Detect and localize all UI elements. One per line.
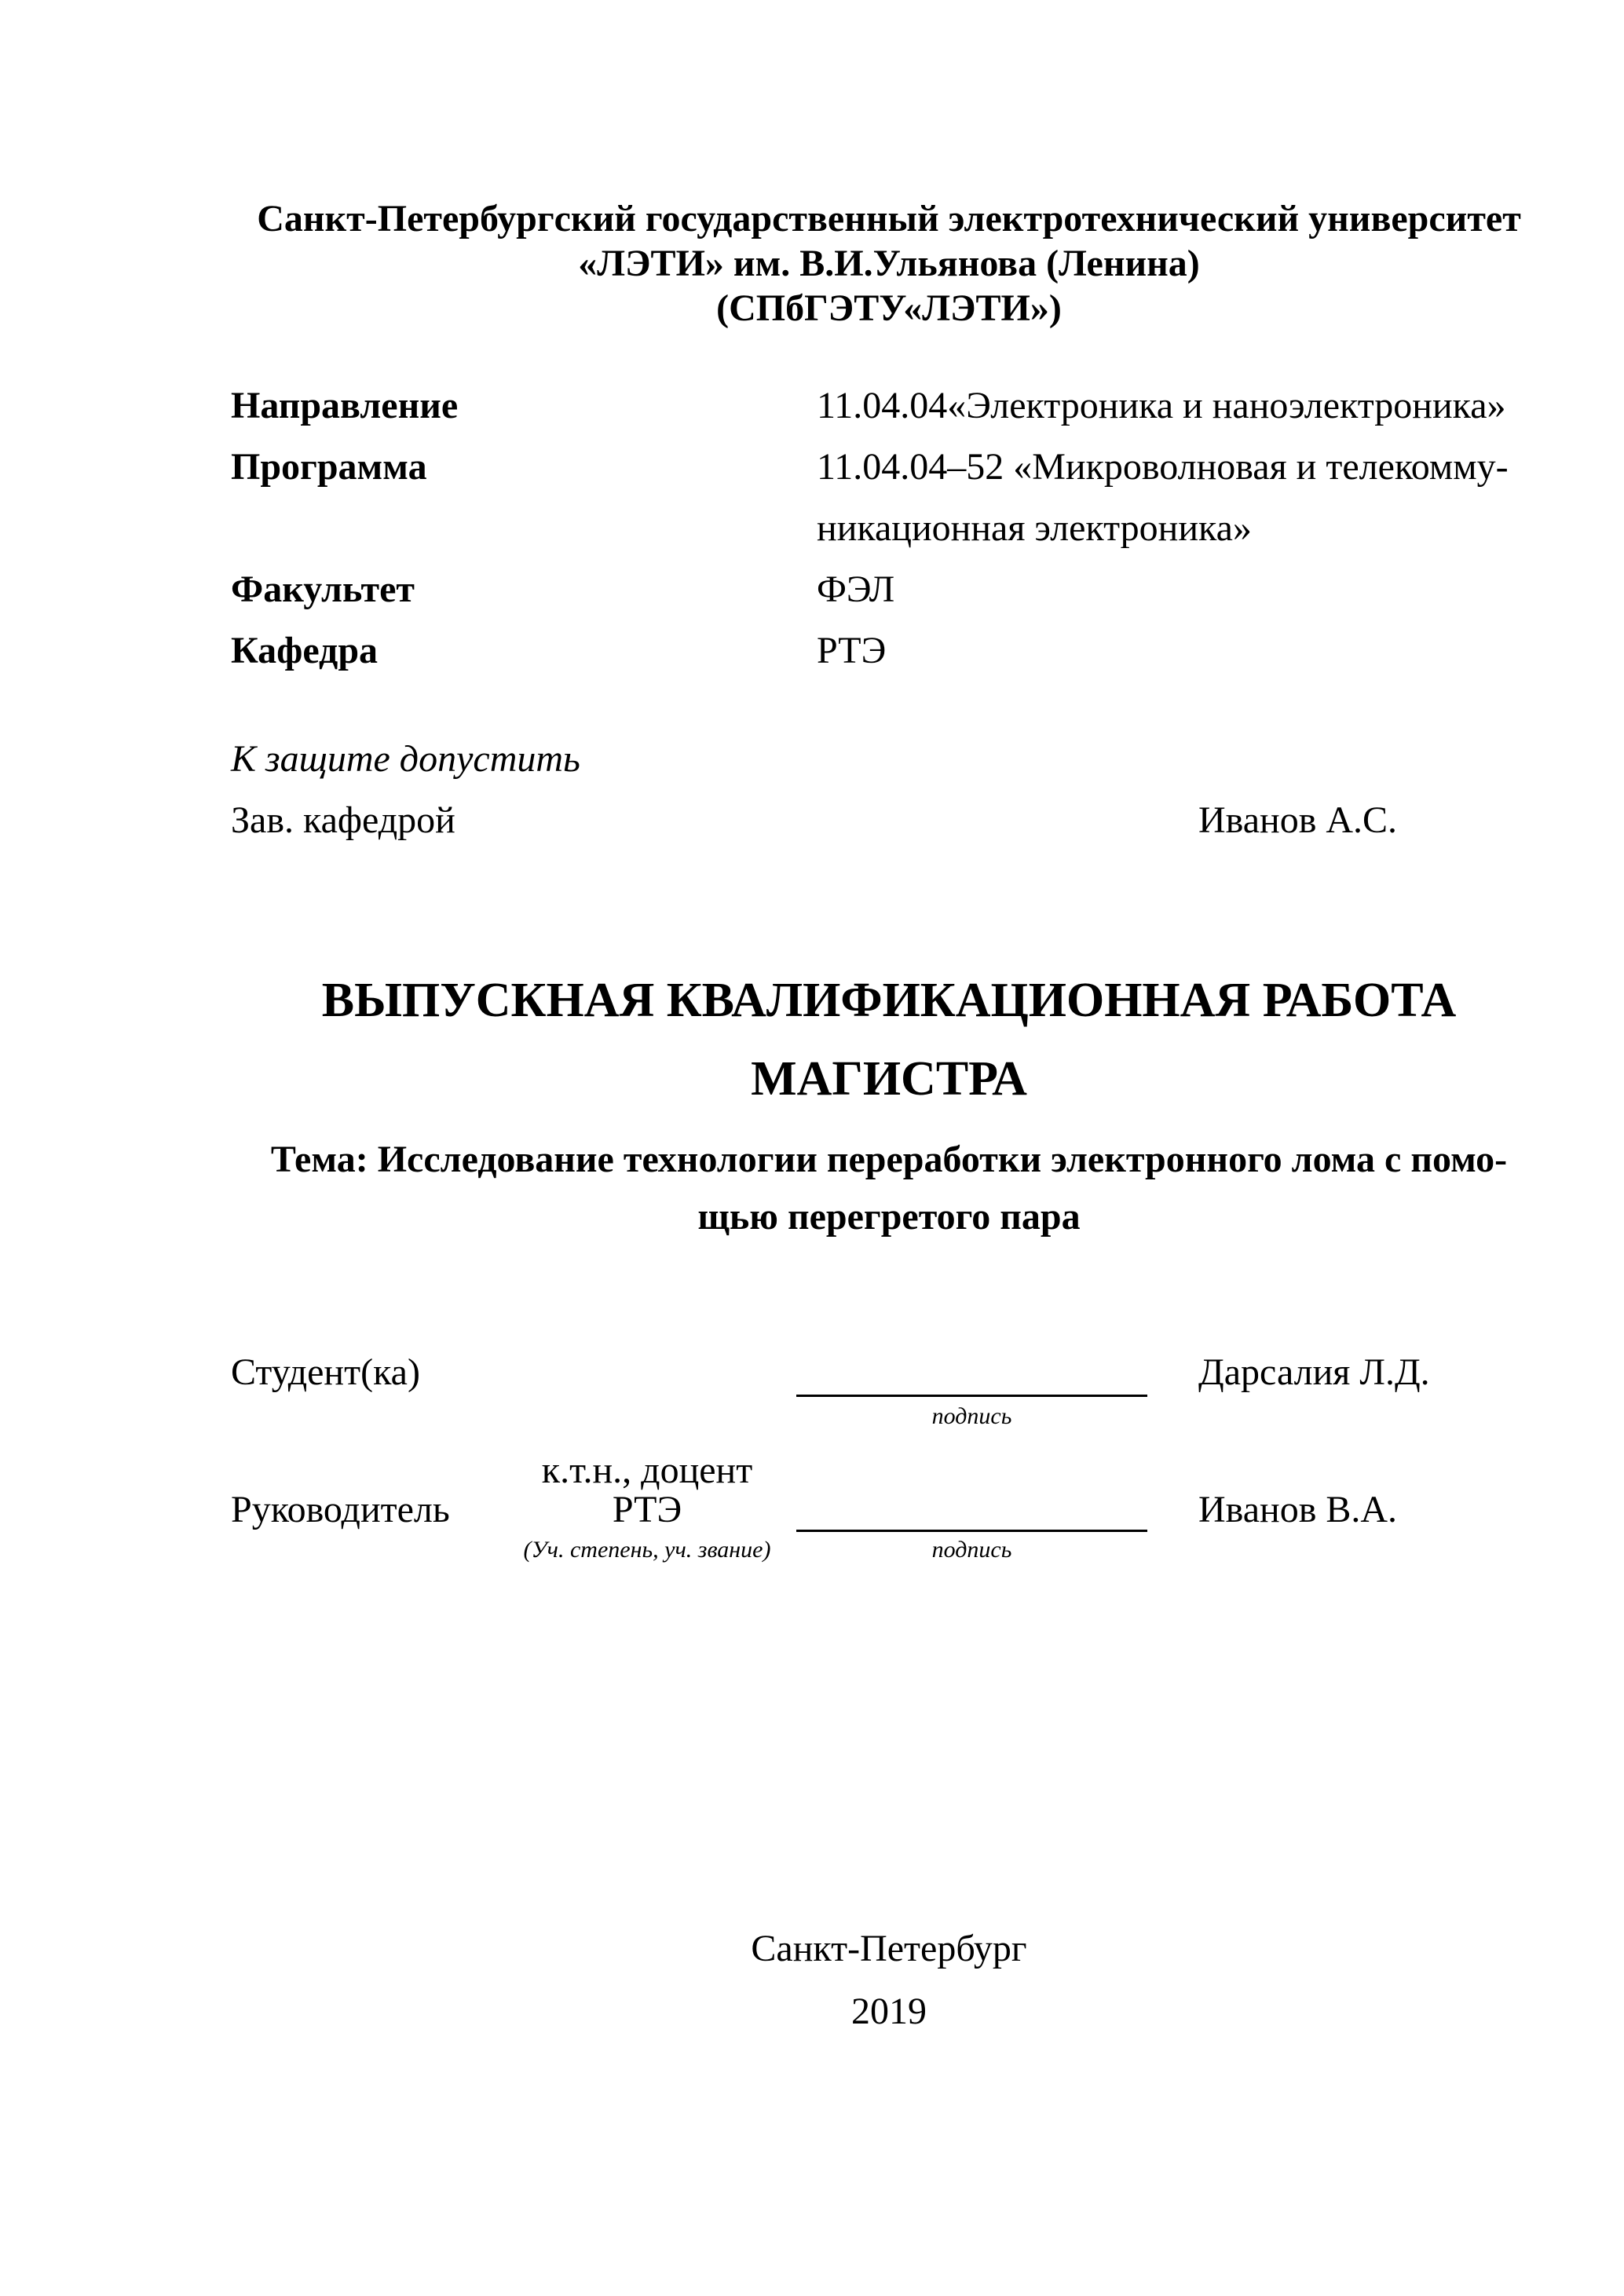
program-value-line2: никационная электроника» xyxy=(817,507,1252,549)
student-signature-row xyxy=(231,1351,1547,1453)
university-header xyxy=(231,196,1547,331)
department-head-name: Иванов А.С. xyxy=(1198,799,1398,841)
footer xyxy=(231,1918,1547,2043)
program-value-line1: 11.04.04–52 «Микроволновая и телекомму- xyxy=(817,446,1509,488)
supervisor-signature-row xyxy=(231,1451,1547,1585)
thesis-topic-line2: щью перегретого пара xyxy=(697,1196,1081,1238)
document-title-line1: ВЫПУСКНАЯ КВАЛИФИКАЦИОННАЯ РАБОТА xyxy=(321,974,1457,1027)
department-label: Кафедра xyxy=(231,630,379,671)
document-title xyxy=(231,961,1547,1118)
program-fields xyxy=(231,375,1547,682)
direction-label: Направление xyxy=(231,385,459,426)
field-row-faculty xyxy=(231,559,1547,620)
admission-block xyxy=(231,729,1547,851)
department-head-label: Зав. кафедрой xyxy=(231,799,455,841)
university-abbreviation: (СПбГЭТУ«ЛЭТИ») xyxy=(716,287,1062,329)
student-signature-caption: подпись xyxy=(931,1403,1012,1429)
faculty-label: Факультет xyxy=(231,569,415,610)
department-value: РТЭ xyxy=(817,630,887,671)
thesis-topic-line1: Тема: Исследование технологии переработки электронного лома с помо- xyxy=(270,1139,1508,1180)
student-label: Студент(ка) xyxy=(231,1351,420,1393)
thesis-topic xyxy=(231,1131,1547,1245)
document-title-line2: МАГИСТРА xyxy=(751,1052,1027,1106)
footer-year: 2019 xyxy=(851,1991,927,2032)
direction-value: 11.04.04«Электроника и наноэлектроника» xyxy=(817,385,1506,426)
supervisor-degree-caption: (Уч. степень, уч. звание) xyxy=(523,1537,771,1563)
supervisor-name: Иванов В.А. xyxy=(1198,1489,1398,1530)
supervisor-label: Руководитель xyxy=(231,1489,450,1530)
university-name-line1: Санкт-Петербургский государственный электротехнический университет xyxy=(257,198,1521,239)
field-row-program xyxy=(231,437,1547,559)
footer-city: Санкт-Петербург xyxy=(751,1928,1027,1969)
student-signature-line xyxy=(796,1395,1147,1397)
supervisor-degree-line2: РТЭ xyxy=(612,1489,682,1530)
supervisor-degree-line1: к.т.н., доцент xyxy=(541,1450,753,1491)
program-label: Программа xyxy=(231,446,427,488)
program-value xyxy=(817,437,1547,559)
supervisor-signature-caption: подпись xyxy=(931,1537,1012,1563)
admission-statement: К защите допустить xyxy=(231,738,580,780)
student-name: Дарсалия Л.Д. xyxy=(1198,1351,1430,1393)
faculty-value: ФЭЛ xyxy=(817,569,895,610)
field-row-direction xyxy=(231,375,1547,437)
supervisor-signature-line xyxy=(796,1530,1147,1532)
field-row-department xyxy=(231,620,1547,682)
university-name-line2: «ЛЭТИ» им. В.И.Ульянова (Ленина) xyxy=(578,243,1200,284)
department-head-row xyxy=(231,790,1547,851)
